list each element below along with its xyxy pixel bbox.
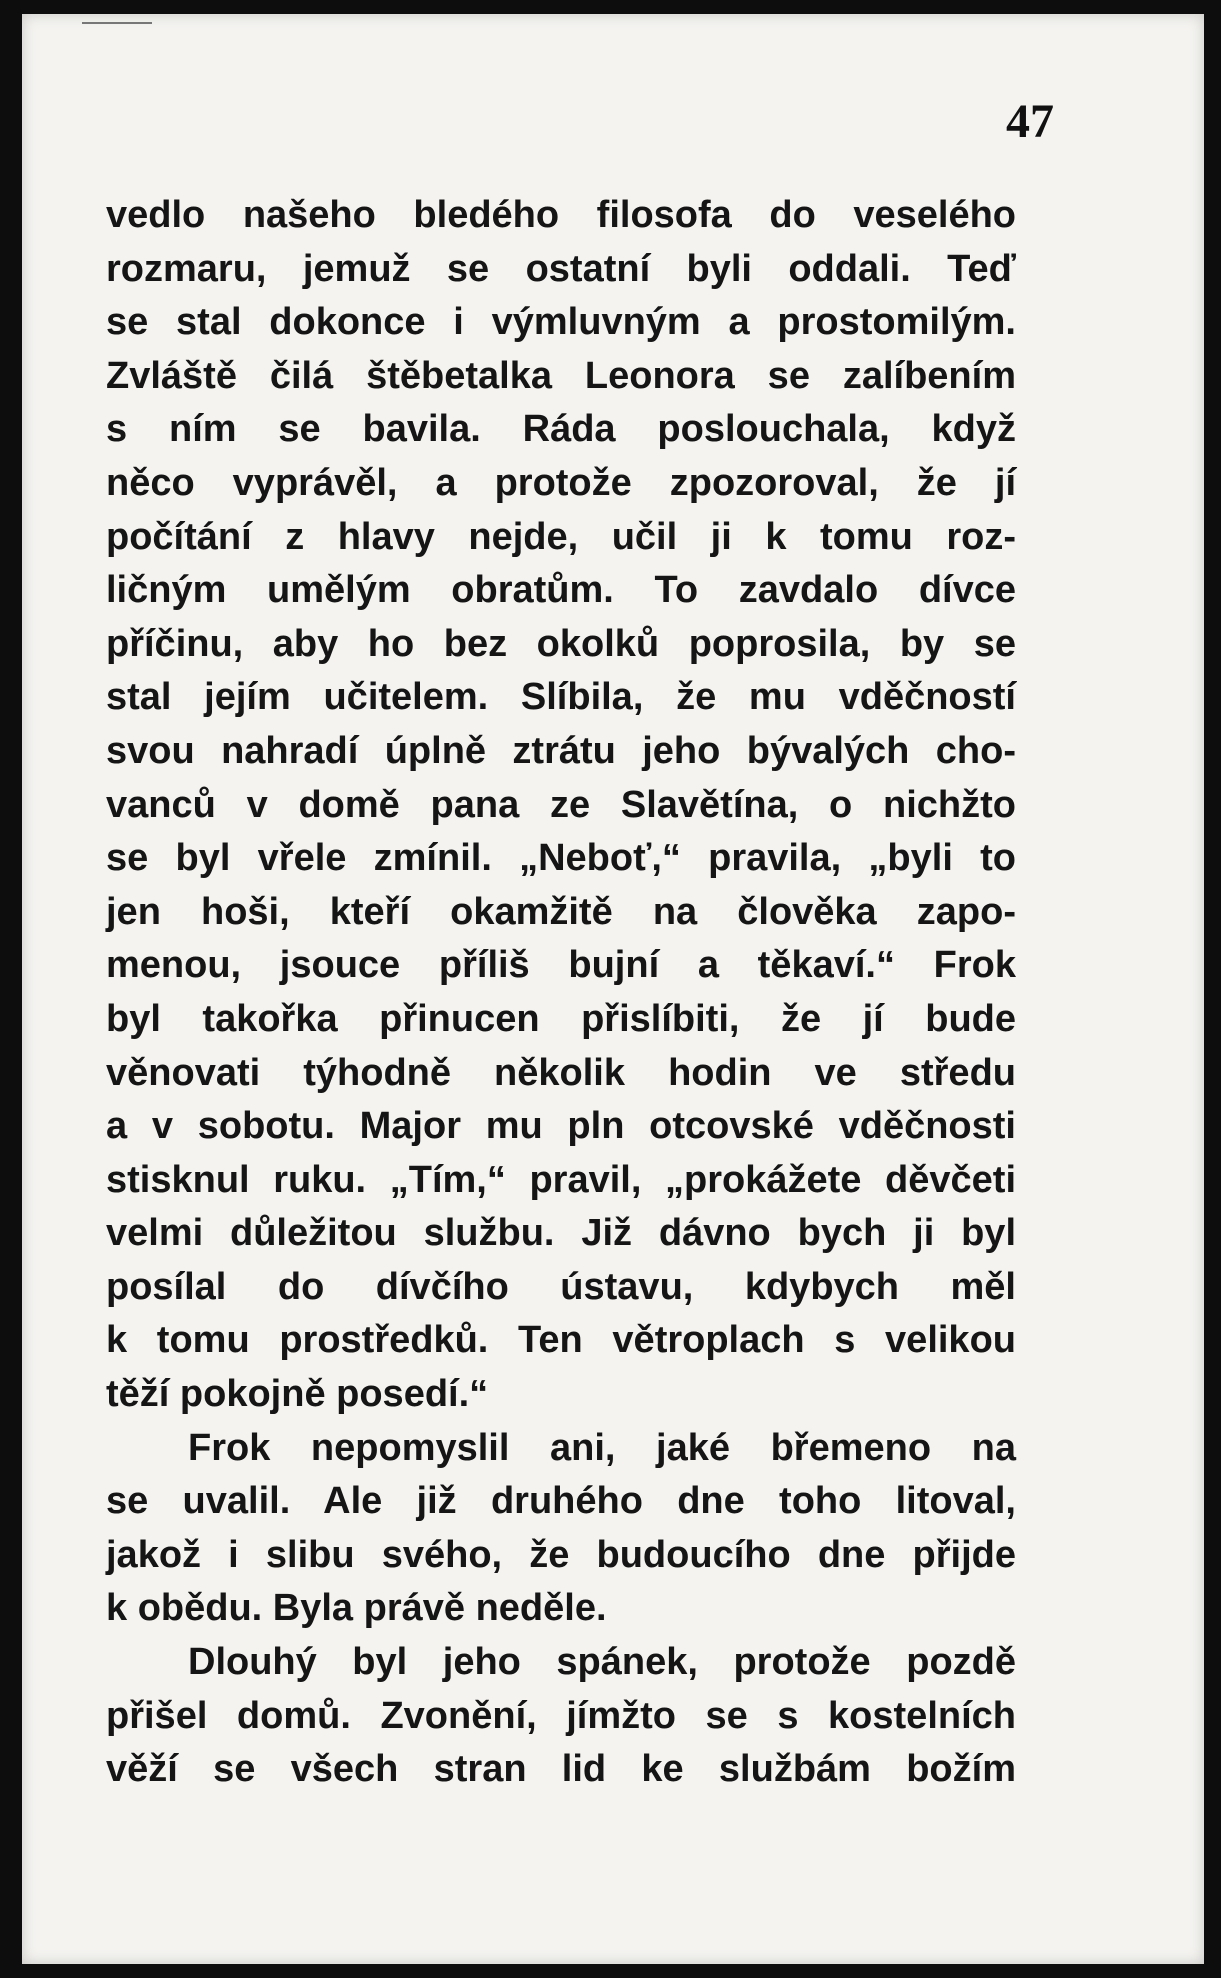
text-line: se uvalil. Ale již druhého dne toho litoval, <box>106 1480 1016 1523</box>
book-page <box>22 14 1204 1964</box>
text-line: menou, jsouce příliš bujní a těkaví.“ Frok <box>106 944 1016 987</box>
text-line: Dlouhý byl jeho spánek, protože pozdě <box>188 1641 1016 1684</box>
page-number: 47 <box>1006 95 1054 148</box>
text-line: s ním se bavila. Ráda poslouchala, když <box>106 408 1016 451</box>
text-line: vedlo našeho bledého filosofa do veselého <box>106 194 1016 236</box>
text-line: Frok nepomyslil ani, jaké břemeno na <box>188 1426 1016 1469</box>
text-line: stisknul ruku. „Tím,“ pravil, „prokážete děvčeti <box>106 1158 1016 1201</box>
text-line: jakož i slibu svého, že budoucího dne přijde <box>106 1533 1016 1576</box>
text-line: přišel domů. Zvonění, jímžto se s kostelních <box>106 1694 1016 1737</box>
text-line: se stal dokonce i výmluvným a prostomilým. <box>106 301 1016 344</box>
text-line: jen hoši, kteří okamžitě na člověka zapo- <box>106 890 1016 933</box>
text-line: se byl vřele zmínil. „Neboť,“ pravila, „byli to <box>106 837 1016 880</box>
text-line: těží pokojně posedí.“ <box>106 1373 489 1416</box>
page-edge-mark <box>82 22 152 24</box>
text-line: velmi důležitou službu. Již dávno bych ji byl <box>106 1212 1016 1255</box>
body-text <box>106 189 1016 1797</box>
text-line: vanců v domě pana ze Slavětína, o nichžto <box>106 783 1016 826</box>
text-line: byl takořka přinucen přislíbiti, že jí bude <box>106 997 1016 1040</box>
text-line: posílal do dívčího ústavu, kdybych měl <box>106 1265 1016 1308</box>
text-line: k tomu prostředků. Ten větroplach s velikou <box>106 1319 1016 1362</box>
text-line: něco vyprávěl, a protože zpozoroval, že jí <box>106 461 1016 504</box>
text-line: svou nahradí úplně ztrátu jeho bývalých cho- <box>106 729 1016 772</box>
text-line: ličným umělým obratům. To zavdalo dívce <box>106 569 1016 612</box>
text-line: příčinu, aby ho bez okolků poprosila, by se <box>106 622 1016 665</box>
text-line: a v sobotu. Major mu pln otcovské vděčnosti <box>106 1105 1016 1148</box>
text-line: rozmaru, jemuž se ostatní byli oddali. Teď <box>106 247 1016 290</box>
text-line: věnovati týhodně několik hodin ve středu <box>106 1051 1016 1094</box>
text-line: počítání z hlavy nejde, učil ji k tomu roz- <box>106 515 1016 558</box>
text-line: Zvláště čilá štěbetalka Leonora se zalíbením <box>106 354 1016 397</box>
text-line: věží se všech stran lid ke službám božím <box>106 1748 1016 1791</box>
text-line: stal jejím učitelem. Slíbila, že mu vděčností <box>106 676 1016 719</box>
text-line: k obědu. Byla právě neděle. <box>106 1587 607 1630</box>
